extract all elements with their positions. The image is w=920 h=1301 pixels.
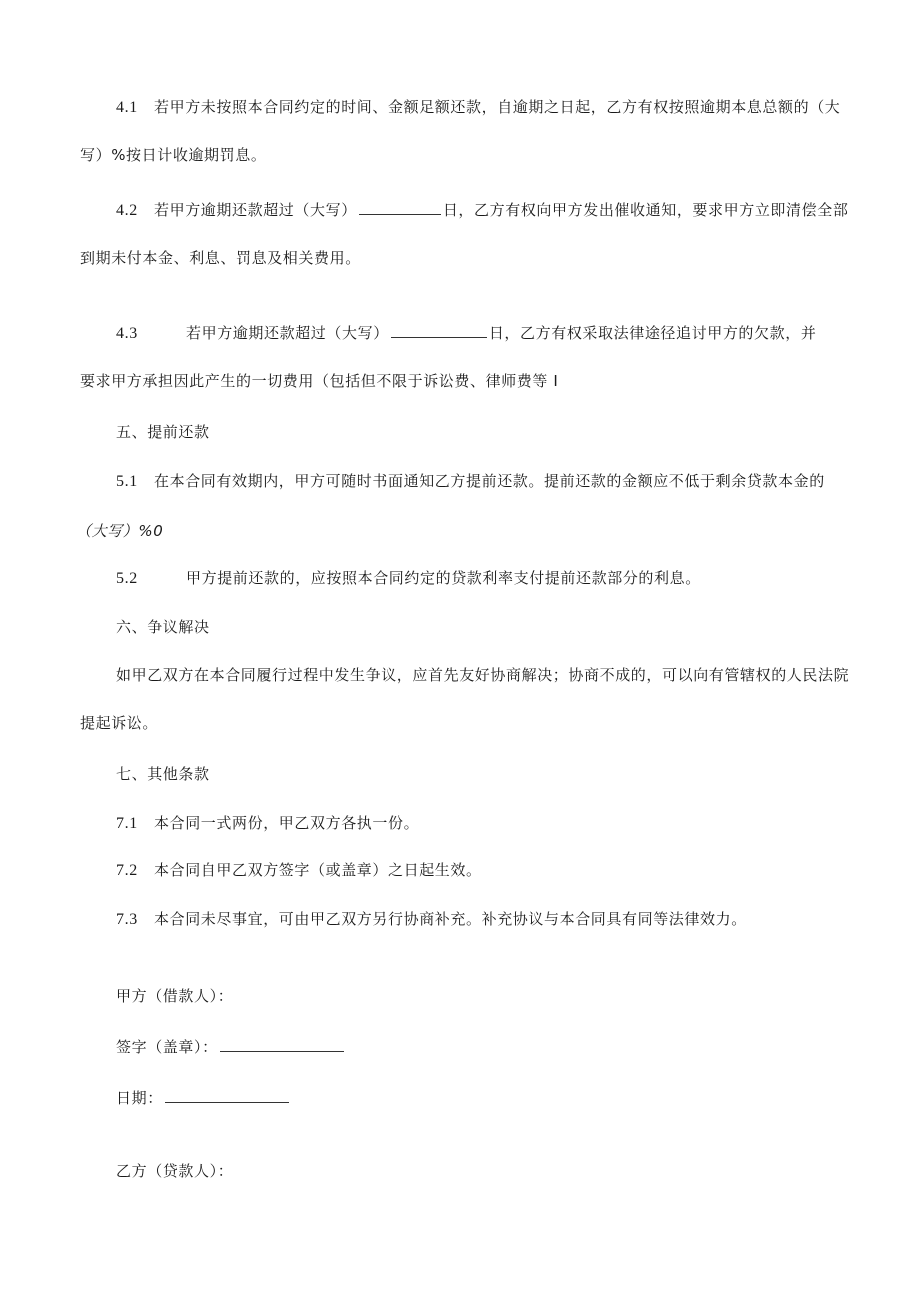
days-blank-field[interactable] [359, 200, 441, 215]
days-blank-field[interactable] [391, 323, 487, 338]
clause-5-1-line-2: （大写）%0 [76, 522, 164, 540]
clause-text: 若甲方逾期还款超过（大写） [154, 201, 357, 219]
section-6-heading: 六、争议解决 [116, 618, 210, 636]
clause-4-2-line-1 [116, 199, 848, 222]
clause-text: 本合同未尽事宜，可由甲乙双方另行协商补充。补充协议与本合同具有同等法律效力。 [154, 910, 747, 928]
section-6-line-1: 如甲乙双方在本合同履行过程中发生争议，应首先友好协商解决；协商不成的，可以向有管辖权的人民法院 [116, 666, 850, 684]
party-a-signature-row [116, 1036, 346, 1058]
clause-number: 5.1 [116, 473, 138, 490]
signature-blank-field[interactable] [220, 1037, 344, 1052]
clause-text: 若甲方逾期还款超过（大写） [186, 324, 389, 342]
clause-number: 7.3 [116, 911, 138, 928]
clause-5-2-line-1 [116, 567, 701, 590]
clause-number: 4.2 [116, 202, 138, 219]
clause-text: 若甲方未按照本合同约定的时间、金额足额还款，自逾期之日起，乙方有权按照逾期本息总额的（大 [154, 98, 841, 116]
clause-text: 日，乙方有权向甲方发出催收通知，要求甲方立即清偿全部 [442, 201, 849, 219]
party-b-label: 乙方（贷款人）： [116, 1162, 234, 1180]
clause-7-2 [116, 859, 482, 882]
clause-4-1-line-2: 写）%按日计收逾期罚息。 [80, 146, 267, 164]
clause-4-2-line-2: 到期未付本金、利息、罚息及相关费用。 [80, 249, 361, 267]
party-a-date-row [116, 1087, 291, 1109]
clause-text: 本合同自甲乙双方签字（或盖章）之日起生效。 [154, 861, 482, 879]
clause-4-3-line-1 [116, 322, 816, 345]
clause-text: 日，乙方有权采取法律途径追讨甲方的欠款，并 [488, 324, 817, 342]
clause-number: 7.2 [116, 862, 138, 879]
section-6-line-2: 提起诉讼。 [80, 714, 159, 732]
clause-text: 在本合同有效期内，甲方可随时书面通知乙方提前还款。提前还款的金额应不低于剩余贷款本金的 [154, 472, 825, 490]
signature-label: 签字（盖章）： [116, 1038, 218, 1056]
clause-number: 5.2 [116, 570, 138, 587]
clause-number: 4.3 [116, 325, 138, 342]
clause-4-3-line-2: 要求甲方承担因此产生的一切费用（包括但不限于诉讼费、律师费等 I [80, 372, 559, 390]
clause-number: 4.1 [116, 99, 138, 116]
section-5-heading: 五、提前还款 [116, 423, 210, 441]
clause-5-1-line-1 [116, 470, 825, 493]
clause-7-3 [116, 908, 747, 931]
clause-4-1-line-1 [116, 96, 840, 119]
date-label: 日期： [116, 1089, 163, 1107]
clause-text: 本合同一式两份，甲乙双方各执一份。 [154, 814, 420, 832]
section-7-heading: 七、其他条款 [116, 765, 210, 783]
date-blank-field[interactable] [165, 1088, 289, 1103]
party-a-label: 甲方（借款人）： [116, 987, 234, 1005]
clause-7-1 [116, 812, 419, 835]
clause-number: 7.1 [116, 815, 138, 832]
clause-text: 甲方提前还款的，应按照本合同约定的贷款利率支付提前还款部分的利息。 [186, 569, 701, 587]
